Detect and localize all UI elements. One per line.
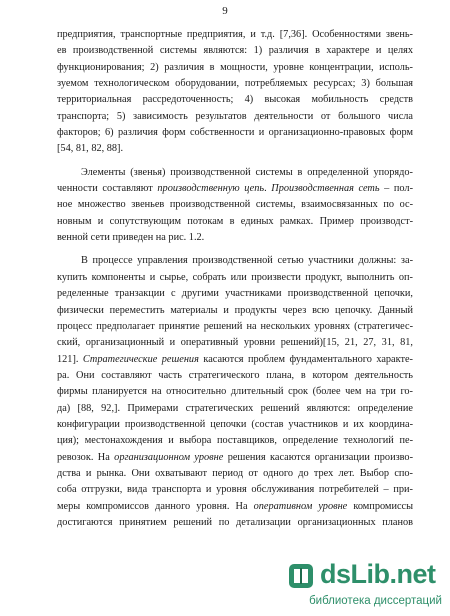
text-line: купить компоненты и сырье, собрать или произвести продукт, выполнить оп- [57,271,413,283]
library-logo-icon [288,563,314,589]
text-line: ределенные транзакции с другими участниками производственной цепочки, [57,288,413,300]
text-line: В процессе управления производственной сетью участники должны: за- [81,255,413,267]
text-line: Элементы (звенья) производственной системы в определенной упорядо- [81,166,413,178]
text-line: ский, организационный и оперативный уровни решений)[15, 21, 27, 31, 81, [57,337,413,349]
term-production-chain: производственную цепь [157,183,265,195]
text-line: функционирования; 2) различия в мощности, уровне концентрации, исполь- [57,61,413,73]
text-line: [54, 81, 82, 88]. [57,143,124,155]
text-line: ченности составляют производственную цепь. Производственная сеть – пол- [57,183,413,195]
text-line: предприятия, транспортные предприятия, и т.д. [7,36]. Особенностями звень- [57,29,413,40]
text-line: соба отгрузки, вида транспорта и уровня обслуживания потребителей – при- [57,484,413,496]
text-line: меры компромиссов данного уровня. На оперативном уровне компромиссы [57,500,414,512]
text-line: 121]. Стратегические решения касаются проблем фундаментального характе- [57,353,413,365]
paragraph-production-network [57,165,413,247]
watermark-subtitle: библиотека диссертаций [309,595,442,607]
text-line: фирмы планируется на относительно длительный срок (более чем на три го- [57,386,413,398]
term-organizational-level: организационном уровне [114,451,224,463]
text-line: ное множество звеньев производственной системы, взаимосвязанных по ос- [57,199,413,211]
term-strategic-decisions: Стратегические решения [82,353,199,365]
text-line: достигаются принятием решений по детализации организационных планов [57,516,413,528]
text-line: процесс предполагает принятие решений на нескольких уровнях (стратегичес- [57,320,413,332]
text-line: конфигурации производственной цепочки (состав участников и их координа- [57,418,413,430]
document-body [57,27,413,531]
text-line: транспорта; 5) зависимость результатов деятельности от большого числа [57,110,413,122]
text-line: территориальная рассредоточенность; 4) высокая мобильность средств [57,94,413,106]
watermark-brand: dsLib.net [320,559,436,589]
text-line: зуемом технологическом оборудовании, потребляемых ресурсах; 3) большая [57,78,413,90]
page-number: 9 [222,5,228,17]
text-line: ция); местонахождения и выбора поставщиков, определение технологий пе- [57,435,413,447]
paragraph-features [57,27,413,158]
text-line: ев производственной системы являются: 1) различия в характере и целях [57,45,413,57]
text-line: дства и рынка. Они охватывают период от одного до трех лет. Выбор спо- [57,467,413,479]
text-line: да) [88, 92,]. Примерами стратегических решений являются: определение [57,402,413,414]
text-line: новным и сопутствующим потокам в единых рамках. Пример производст- [57,215,413,227]
text-line: факторов; 6) различия форм собственности и организационно-правовых форм [57,127,413,139]
text-line: венной сети приведен на рис. 1.2. [57,232,205,244]
term-production-network: Производственная сеть [271,183,380,195]
paragraph-management-levels [57,253,413,531]
text-line: физически переместить материалы и продукты через всю цепочку. Данный [57,304,413,316]
term-operational-level: оперативном уровне [253,500,348,512]
text-line: ра. Они составляют часть стратегического плана, в котором деятельность [57,369,413,381]
watermark [282,559,442,611]
text-line: ревозок. На организационном уровне решения касаются организации произво- [57,451,414,463]
